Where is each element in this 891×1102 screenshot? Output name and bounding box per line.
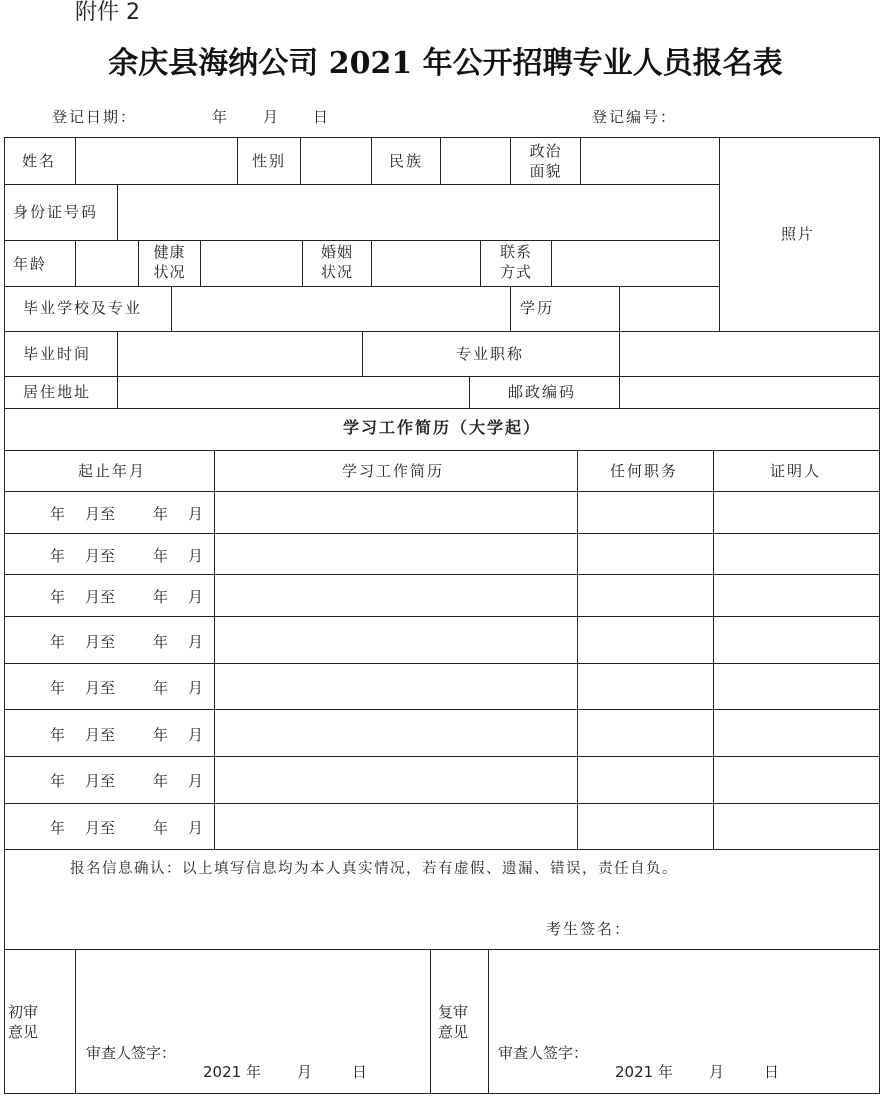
label-name: 姓名 <box>22 152 57 170</box>
to-year: 年 <box>153 588 169 606</box>
row-divider <box>4 491 880 492</box>
col-divider <box>371 137 372 184</box>
label-second-review-line2: 意见 <box>438 1023 469 1041</box>
ethnicity-field[interactable] <box>441 138 509 184</box>
from-month: 月至 <box>85 679 116 697</box>
from-year: 年 <box>50 726 66 744</box>
col-divider <box>214 450 215 849</box>
to-month: 月 <box>188 772 204 790</box>
to-month: 月 <box>188 633 204 651</box>
row-divider <box>4 849 880 850</box>
age-field[interactable] <box>76 241 137 286</box>
label-first-review-line2: 意见 <box>8 1023 39 1041</box>
confirmation-statement: 报名信息确认：以上填写信息均为本人真实情况，若有虚假、遗漏、错误，责任自负。 <box>70 861 678 877</box>
row-divider <box>4 616 880 617</box>
label-professional-title: 专业职称 <box>456 345 525 363</box>
label-contact-line2: 方式 <box>499 263 532 281</box>
row-divider <box>4 756 880 757</box>
second-review-date <box>615 1061 779 1082</box>
from-year: 年 <box>50 633 66 651</box>
to-year: 年 <box>153 726 169 744</box>
graduation-time-field[interactable] <box>118 332 361 376</box>
label-address: 居住地址 <box>23 383 92 401</box>
label-political-status <box>511 141 580 181</box>
from-month: 月至 <box>85 588 116 606</box>
col-header-position: 任何职务 <box>610 462 679 480</box>
label-gender: 性别 <box>252 152 287 170</box>
address-field[interactable] <box>118 377 468 408</box>
from-month: 月至 <box>85 633 116 651</box>
row-divider <box>4 450 880 451</box>
from-month: 月至 <box>85 819 116 837</box>
from-month: 月至 <box>85 505 116 523</box>
date-day: 日 <box>351 1063 367 1081</box>
col-header-period: 起止年月 <box>78 462 147 480</box>
register-date-label: 登记日期： <box>52 108 138 126</box>
label-political-line2: 面貌 <box>529 162 562 180</box>
table-row <box>50 631 203 652</box>
label-first-review <box>8 1002 56 1042</box>
row-divider <box>4 709 880 710</box>
professional-title-field[interactable] <box>620 332 879 376</box>
to-month: 月 <box>188 819 204 837</box>
school-major-field[interactable] <box>172 287 509 331</box>
education-field[interactable] <box>620 287 718 331</box>
from-year: 年 <box>50 547 66 565</box>
col-divider <box>362 331 363 376</box>
table-row <box>50 724 203 745</box>
to-year: 年 <box>153 772 169 790</box>
col-divider <box>469 376 470 408</box>
table-row <box>50 586 203 607</box>
from-month: 月至 <box>85 547 116 565</box>
label-health-line1: 健康 <box>153 243 186 261</box>
candidate-signature-field[interactable] <box>630 910 870 946</box>
to-month: 月 <box>188 726 204 744</box>
contact-field[interactable] <box>552 241 718 286</box>
to-month: 月 <box>188 505 204 523</box>
candidate-signature-label: 考生签名： <box>546 920 632 938</box>
name-field[interactable] <box>76 138 236 184</box>
first-reviewer-sign-label: 审查人签字： <box>86 1044 177 1062</box>
from-month: 月至 <box>85 726 116 744</box>
first-review-date <box>203 1061 367 1082</box>
from-month: 月至 <box>85 772 116 790</box>
from-year: 年 <box>50 505 66 523</box>
table-row <box>50 545 203 566</box>
col-divider <box>510 286 511 331</box>
label-ethnicity: 民族 <box>389 152 424 170</box>
table-row <box>50 677 203 698</box>
col-header-history: 学习工作简历 <box>342 462 445 480</box>
label-id-number: 身份证号码 <box>13 203 99 221</box>
register-date-year: 年 <box>212 108 230 126</box>
table-row <box>50 503 203 524</box>
row-divider <box>4 803 880 804</box>
date-month: 月 <box>296 1063 312 1081</box>
date-year: 2021 年 <box>203 1063 261 1081</box>
label-second-review <box>438 1002 486 1042</box>
col-header-referee: 证明人 <box>770 462 822 480</box>
label-contact <box>481 242 551 282</box>
label-second-review-line1: 复审 <box>438 1003 469 1021</box>
label-health-line2: 状况 <box>153 263 186 281</box>
col-divider <box>237 137 238 184</box>
row-divider <box>4 408 880 409</box>
row-divider <box>4 574 880 575</box>
label-contact-line1: 联系 <box>499 243 532 261</box>
col-divider <box>430 949 431 1094</box>
label-graduation-time: 毕业时间 <box>23 345 92 363</box>
date-year: 2021 年 <box>615 1063 673 1081</box>
marital-field[interactable] <box>372 241 479 286</box>
register-date-day: 日 <box>313 108 331 126</box>
label-political-line1: 政治 <box>529 142 562 160</box>
table-row <box>50 770 203 791</box>
to-year: 年 <box>153 679 169 697</box>
col-divider <box>713 450 714 849</box>
to-year: 年 <box>153 505 169 523</box>
date-month: 月 <box>708 1063 724 1081</box>
label-age: 年龄 <box>13 255 48 273</box>
to-year: 年 <box>153 633 169 651</box>
label-health <box>139 242 200 282</box>
label-marital <box>303 242 371 282</box>
date-day: 日 <box>763 1063 779 1081</box>
to-year: 年 <box>153 819 169 837</box>
to-month: 月 <box>188 679 204 697</box>
row-divider <box>4 533 880 534</box>
attachment-label: 附件 2 <box>75 0 140 25</box>
from-year: 年 <box>50 819 66 837</box>
register-number-label: 登记编号： <box>592 108 678 126</box>
from-year: 年 <box>50 772 66 790</box>
to-year: 年 <box>153 547 169 565</box>
postcode-field[interactable] <box>620 377 879 408</box>
from-year: 年 <box>50 588 66 606</box>
col-divider <box>577 450 578 849</box>
row-divider <box>4 663 880 664</box>
table-row <box>50 817 203 838</box>
label-education: 学历 <box>520 299 555 317</box>
health-field[interactable] <box>201 241 301 286</box>
label-school-major: 毕业学校及专业 <box>23 299 143 317</box>
political-status-field[interactable] <box>581 138 718 184</box>
to-month: 月 <box>188 588 204 606</box>
gender-field[interactable] <box>301 138 370 184</box>
label-photo: 照片 <box>781 225 816 243</box>
label-postcode: 邮政编码 <box>508 383 577 401</box>
label-marital-line2: 状况 <box>320 263 353 281</box>
id-number-field[interactable] <box>118 185 718 240</box>
to-month: 月 <box>188 547 204 565</box>
label-first-review-line1: 初审 <box>8 1003 39 1021</box>
second-reviewer-sign-label: 审查人签字： <box>498 1044 589 1062</box>
page-title: 余庆县海纳公司 2021 年公开招聘专业人员报名表 <box>108 46 783 81</box>
register-date-month: 月 <box>263 108 281 126</box>
history-section-title: 学习工作简历（大学起） <box>342 418 541 437</box>
label-marital-line1: 婚姻 <box>320 243 353 261</box>
from-year: 年 <box>50 679 66 697</box>
